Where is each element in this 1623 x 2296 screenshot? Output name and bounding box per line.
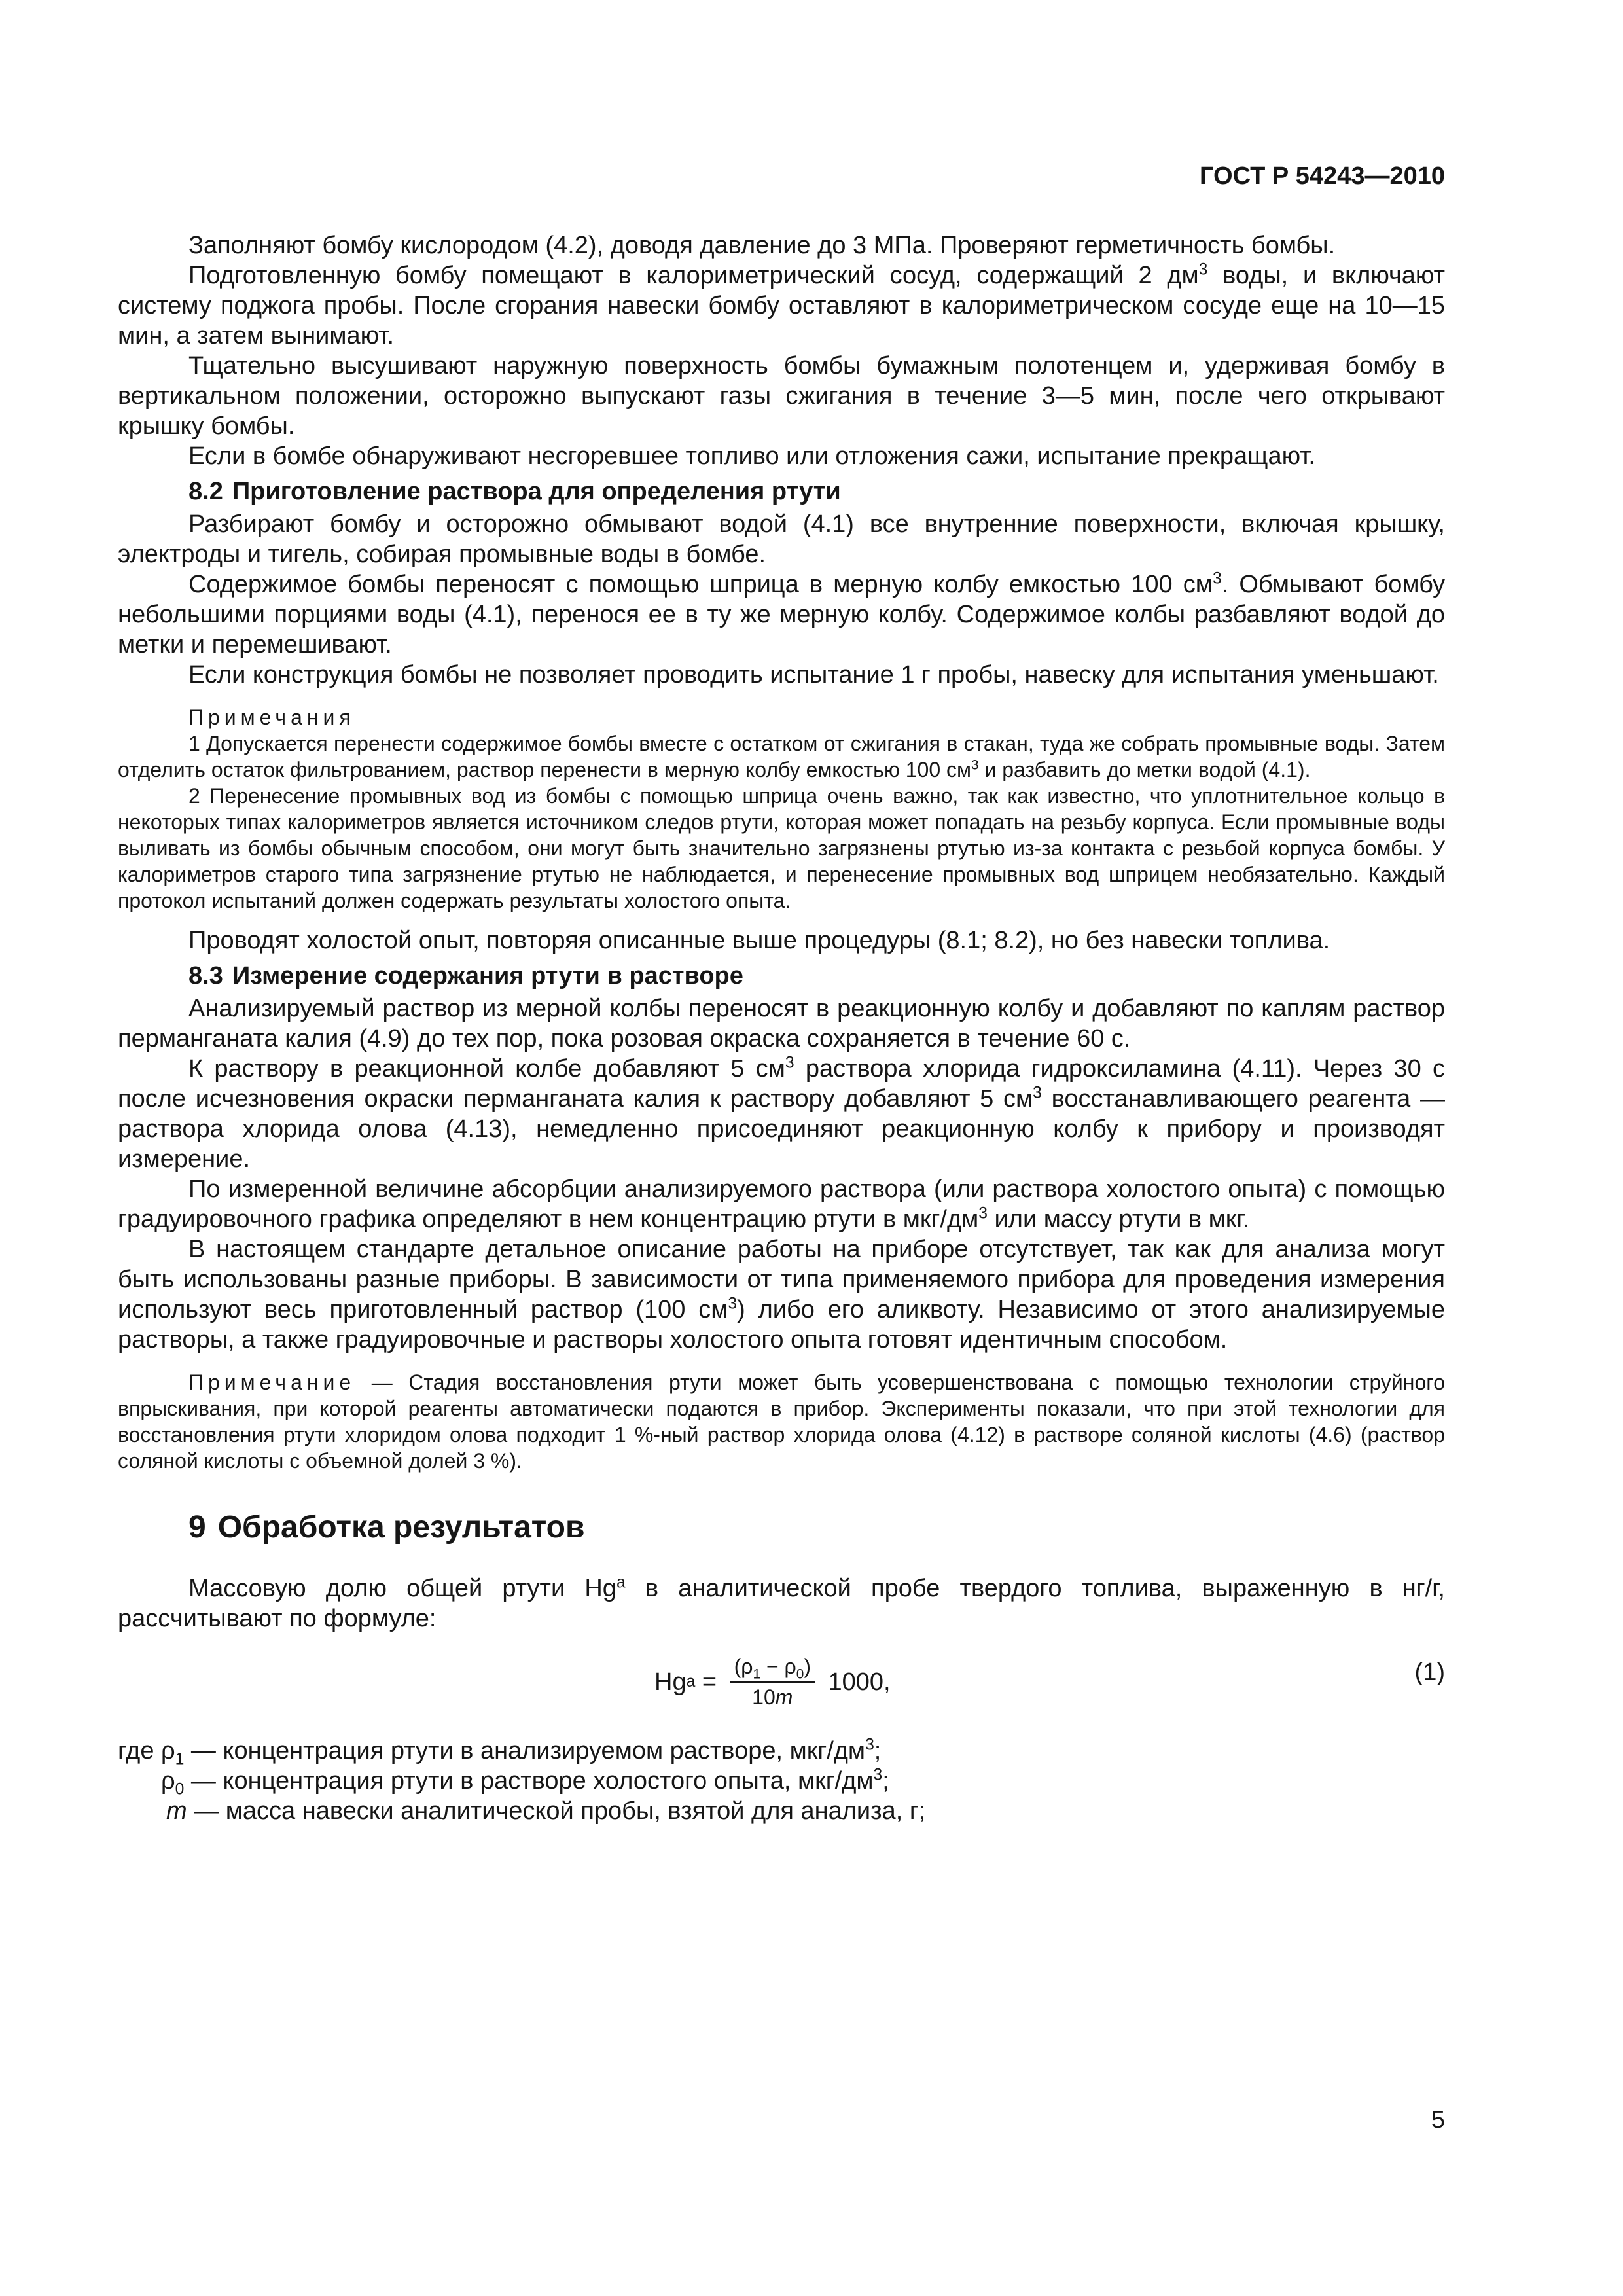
section-heading-8-3: 8.3 Измерение содержания ртути в растворе [188, 962, 743, 990]
paragraph: В настоящем стандарте детальное описание работы на приборе отсутствует, так как для анализа могут быть использованы разные приборы. В зависимости от типа применяемого прибора для проведения измерения используют весь приготовленный раствор (100 $см^3$) либо его аликвоту. Независимо от этого анализируемые растворы, а также градуировочные и растворы холостого опыта готовят идентичным способом. [118, 1236, 1445, 1354]
page-number: 5 [1431, 2106, 1445, 2134]
formula-1 [118, 1645, 1445, 1724]
formula-legend [118, 1736, 1445, 1826]
paragraph: Подготовленную бомбу помещают в калориметрический сосуд, содержащий 2 $дм^3$ воды, и включают систему поджога пробы. После сгорания навески бомбу оставляют в калориметрическом сосуде еще на 10—15 мин, а затем вынимают. [118, 260, 1445, 350]
paragraph: Проводят холостой опыт, повторяя описанные выше процедуры (8.1; 8.2), но без навески топлива. [188, 927, 1330, 954]
paragraph: По измеренной величине абсорбции анализируемого раствора (или раствора холостого опыта) с помощью градуировочного графика определяют в нем концентрацию ртути в мкг/$дм^3$ или массу ртути в мкг. [118, 1175, 1445, 1233]
formula-expression: Hg a = $\frac{(\rho_1 - \rho_0)}{10m}$ 1000, [654, 1655, 891, 1709]
legend-row: m — масса навески аналитической пробы, взятой для анализа, г; [166, 1797, 926, 1825]
formula-number: (1) [1414, 1659, 1445, 1686]
paragraph: Массовую долю общей ртути Hg$^a$ в аналитической пробе твердого топлива, выраженную в нг/г, рассчитывают по формуле: [118, 1573, 1445, 1632]
notes-title: Примечания [188, 706, 355, 729]
legend-row: где $\rho_1$ — концентрация ртути в анализируемом растворе, мкг/$дм^3$; [118, 1736, 882, 1768]
legend-row: $\rho_0$ — концентрация ртути в растворе холостого опыта, мкг/$дм^3$; [161, 1766, 889, 1799]
formula-fraction: $\frac{(\rho_1 - \rho_0)}{10m}$ [730, 1655, 815, 1710]
note-1: 1 Допускается перенести содержимое бомбы вместе с остатком от сжигания в стакан, туда же собрать промывные воды. Затем отделить остаток фильтрованием, раствор перенести в мерную колбу емкостью 100 $см^3$ и разбавить до метки водой (4.1). [118, 732, 1445, 781]
paragraph: Разбирают бомбу и осторожно обмывают водой (4.1) все внутренние поверхности, включая крышку, электроды и тигель, собирая промывные воды в бомбе. [118, 511, 1445, 568]
paragraph: Заполняют бомбу кислородом (4.2), доводя давление до 3 МПа. Проверяют герметичность бомбы. [188, 232, 1336, 259]
paragraph: Содержимое бомбы переносят с помощью шприца в мерную колбу емкостью 100 $см^3$. Обмывают бомбу небольшими порциями воды (4.1), перенося ее в ту же мерную колбу. Содержимое колбы разбавляют водой до метки и перемешивают. [118, 569, 1445, 658]
note-2: 2 Перенесение промывных вод из бомбы с помощью шприца очень важно, так как известно, что уплотнительное кольцо в некоторых типах калориметров является источником следов ртути, которая может попадать на резьбу корпуса. Если промывные воды выливать из бомбы обычным способом, они могут быть значительно загрязнены ртутью из-за контакта с резьбой корпуса бомбы. У калориметров старого типа загрязнение ртутью не наблюдается, и перенесение промывных вод шприцем необязательно. Каждый протокол испытаний должен содержать результаты холостого опыта. [118, 784, 1445, 912]
section-heading-8-2: 8.2 Приготовление раствора для определения ртути [188, 478, 841, 505]
note: Примечание — Стадия восстановления ртути может быть усовершенствована с помощью технологии струйного впрыскивания, при которой реагенты автоматически подаются в прибор. Эксперименты показали, что при этой технологии для восстановления ртути хлоридом олова подходит 1 %-ный раствор хлорида олова (4.12) в растворе соляной кислоты (4.6) (раствор соляной кислоты с объемной долей 3 %). [118, 1371, 1445, 1473]
paragraph: К раствору в реакционной колбе добавляют 5 $см^3$ раствора хлорида гидроксиламина (4.11). Через 30 с после исчезновения окраски перманганата калия к раствору добавляют 5 $см^3$ восстанавливающего реагента — раствора хлорида олова (4.13), немедленно присоединяют реакционную колбу к прибору и производят измерение. [118, 1054, 1445, 1173]
document-header-id: ГОСТ Р 54243—2010 [1200, 162, 1445, 190]
paragraph: Если в бомбе обнаруживают несгоревшее топливо или отложения сажи, испытание прекращают. [188, 442, 1315, 470]
paragraph: Тщательно высушивают наружную поверхность бомбы бумажным полотенцем и, удерживая бомбу в вертикальном положении, осторожно выпускают газы сжигания в течение 3—5 мин, после чего открывают крышку бомбы. [118, 352, 1445, 440]
paragraph: Анализируемый раствор из мерной колбы переносят в реакционную колбу и добавляют по каплям раствор перманганата калия (4.9) до тех пор, пока розовая окраска сохраняется в течение 60 с. [118, 995, 1445, 1052]
section-heading-9: 9 Обработка результатов [188, 1510, 585, 1545]
document-body [118, 230, 1445, 1826]
paragraph: Если конструкция бомбы не позволяет проводить испытание 1 г пробы, навеску для испытания уменьшают. [188, 661, 1439, 689]
